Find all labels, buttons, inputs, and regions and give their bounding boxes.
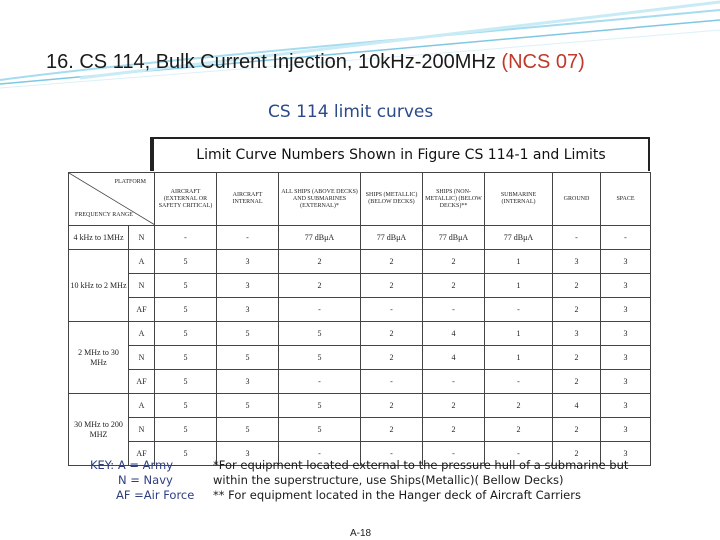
service-cell: A — [129, 250, 155, 274]
column-header: SPACE — [601, 173, 651, 226]
frequency-range-cell: 10 kHz to 2 MHz — [69, 250, 129, 322]
decorative-swoosh — [0, 0, 720, 90]
limit-value-cell: 5 — [217, 322, 279, 346]
limit-value-cell: 2 — [553, 346, 601, 370]
limit-value-cell: 5 — [155, 418, 217, 442]
limit-value-cell: 2 — [361, 250, 423, 274]
limit-value-cell: - — [279, 442, 361, 466]
limit-value-cell: 2 — [361, 274, 423, 298]
limit-value-cell: 3 — [601, 298, 651, 322]
service-cell: N — [129, 346, 155, 370]
limits-table — [68, 172, 651, 466]
limit-value-cell: 5 — [279, 346, 361, 370]
limit-value-cell: - — [361, 298, 423, 322]
limit-value-cell: 2 — [279, 250, 361, 274]
service-cell: AF — [129, 442, 155, 466]
limit-value-cell: 1 — [485, 274, 553, 298]
column-header: AIRCRAFT (EXTERNAL OR SAFETY CRITICAL) — [155, 173, 217, 226]
limit-value-cell: - — [361, 370, 423, 394]
service-cell: N — [129, 418, 155, 442]
table-caption: Limit Curve Numbers Shown in Figure CS 114-1 and Limits — [152, 137, 650, 171]
limit-value-cell: - — [553, 226, 601, 250]
limit-value-cell: 2 — [361, 394, 423, 418]
service-cell: N — [129, 226, 155, 250]
service-cell: N — [129, 274, 155, 298]
limit-value-cell: - — [485, 442, 553, 466]
limit-value-cell: 3 — [217, 442, 279, 466]
limit-value-cell: 2 — [553, 442, 601, 466]
table-row — [69, 274, 651, 298]
key-army: KEY: A = Army — [90, 458, 174, 472]
service-key — [90, 458, 194, 503]
limit-value-cell: 5 — [217, 346, 279, 370]
limit-value-cell: 3 — [217, 298, 279, 322]
limit-value-cell: 77 dBμA — [279, 226, 361, 250]
key-navy: N = Navy — [118, 473, 173, 487]
corner-platform-label: PLATFORM — [114, 179, 146, 185]
limit-value-cell: 5 — [279, 394, 361, 418]
frequency-range-cell: 4 kHz to 1MHz — [69, 226, 129, 250]
title-accent: (NCS 07) — [501, 51, 585, 73]
limit-value-cell: 3 — [601, 394, 651, 418]
limit-value-cell: 3 — [553, 322, 601, 346]
slide-title — [46, 50, 666, 74]
table-row — [69, 394, 651, 418]
key-air-force: AF =Air Force — [116, 488, 195, 502]
limit-value-cell: 2 — [279, 274, 361, 298]
service-cell: A — [129, 322, 155, 346]
limit-value-cell: - — [361, 442, 423, 466]
limit-value-cell: 3 — [217, 250, 279, 274]
limit-value-cell: 5 — [155, 346, 217, 370]
table-row — [69, 322, 651, 346]
limit-value-cell: 3 — [601, 442, 651, 466]
footnote-double-star: ** For equipment located in the Hanger deck of Aircraft Carriers — [213, 488, 581, 502]
title-main: 16. CS 114, Bulk Current Injection, 10kHz-200MHz — [46, 51, 496, 73]
limit-value-cell: 77 dBμA — [361, 226, 423, 250]
limit-value-cell: 5 — [155, 442, 217, 466]
table-row — [69, 226, 651, 250]
limit-value-cell: - — [279, 298, 361, 322]
limit-value-cell: 2 — [553, 418, 601, 442]
limit-value-cell: 5 — [155, 394, 217, 418]
limit-value-cell: 1 — [485, 346, 553, 370]
limit-value-cell: 4 — [553, 394, 601, 418]
limit-value-cell: 2 — [485, 418, 553, 442]
limit-value-cell: 3 — [553, 250, 601, 274]
column-header: SHIPS (METALLIC) (BELOW DECKS) — [361, 173, 423, 226]
key-legend — [90, 458, 630, 508]
limit-value-cell: 5 — [155, 250, 217, 274]
table-row — [69, 346, 651, 370]
column-header: ALL SHIPS (ABOVE DECKS) AND SUBMARINES (EXTERNAL)* — [279, 173, 361, 226]
limit-value-cell: 2 — [361, 418, 423, 442]
limit-value-cell: 5 — [279, 418, 361, 442]
limit-value-cell: 5 — [155, 322, 217, 346]
limit-value-cell: 5 — [155, 274, 217, 298]
table-header-row — [69, 173, 651, 226]
limit-value-cell: 2 — [553, 298, 601, 322]
frequency-range-cell: 2 MHz to 30 MHz — [69, 322, 129, 394]
limit-value-cell: 4 — [423, 322, 485, 346]
limit-value-cell: - — [485, 298, 553, 322]
limit-value-cell: 2 — [361, 346, 423, 370]
limit-value-cell: 3 — [601, 418, 651, 442]
footnotes — [213, 458, 633, 503]
limit-value-cell: 2 — [423, 250, 485, 274]
limit-value-cell: 2 — [423, 274, 485, 298]
limit-value-cell: - — [155, 226, 217, 250]
limit-value-cell: 5 — [155, 298, 217, 322]
service-cell: AF — [129, 298, 155, 322]
limit-value-cell: - — [601, 226, 651, 250]
limit-value-cell: - — [217, 226, 279, 250]
limit-value-cell: 3 — [601, 274, 651, 298]
service-cell: AF — [129, 370, 155, 394]
limit-value-cell: 5 — [217, 394, 279, 418]
limit-value-cell: 5 — [217, 418, 279, 442]
service-cell: A — [129, 394, 155, 418]
table-row — [69, 370, 651, 394]
limit-value-cell: 4 — [423, 346, 485, 370]
limit-value-cell: 77 dBμA — [423, 226, 485, 250]
limit-value-cell: 77 dBμA — [485, 226, 553, 250]
limit-value-cell: 3 — [601, 250, 651, 274]
page-number: A-18 — [350, 528, 372, 539]
limit-value-cell: 3 — [217, 274, 279, 298]
table-row — [69, 250, 651, 274]
limit-value-cell: - — [485, 370, 553, 394]
table-row — [69, 418, 651, 442]
limit-value-cell: 2 — [553, 370, 601, 394]
limit-value-cell: 2 — [423, 418, 485, 442]
limit-value-cell: - — [279, 370, 361, 394]
column-header: GROUND — [553, 173, 601, 226]
limit-value-cell: - — [423, 298, 485, 322]
footnote-single-star: *For equipment located external to the pressure hull of a submarine but within the superstructure, use Ships(Metallic)( Bellow Decks) — [213, 458, 629, 487]
limit-value-cell: 5 — [279, 322, 361, 346]
column-header: SUBMARINE (INTERNAL) — [485, 173, 553, 226]
limit-value-cell: 2 — [361, 322, 423, 346]
limit-value-cell: 2 — [485, 394, 553, 418]
table-row — [69, 298, 651, 322]
limit-value-cell: 1 — [485, 250, 553, 274]
limit-value-cell: 3 — [601, 346, 651, 370]
limit-value-cell: 1 — [485, 322, 553, 346]
limit-value-cell: - — [423, 442, 485, 466]
limit-value-cell: 2 — [553, 274, 601, 298]
column-header: AIRCRAFT INTERNAL — [217, 173, 279, 226]
column-header: SHIPS (NON-METALLIC) (BELOW DECKS)** — [423, 173, 485, 226]
frequency-range-cell: 30 MHz to 200 MHZ — [69, 394, 129, 466]
limit-value-cell: 3 — [601, 322, 651, 346]
limit-value-cell: 3 — [601, 370, 651, 394]
limit-value-cell: 5 — [155, 370, 217, 394]
corner-cell — [69, 173, 155, 226]
slide-subtitle: CS 114 limit curves — [268, 102, 434, 122]
limit-value-cell: - — [423, 370, 485, 394]
corner-frequency-label: FREQUENCY RANGE — [75, 212, 133, 218]
limit-value-cell: 3 — [217, 370, 279, 394]
limit-value-cell: 2 — [423, 394, 485, 418]
